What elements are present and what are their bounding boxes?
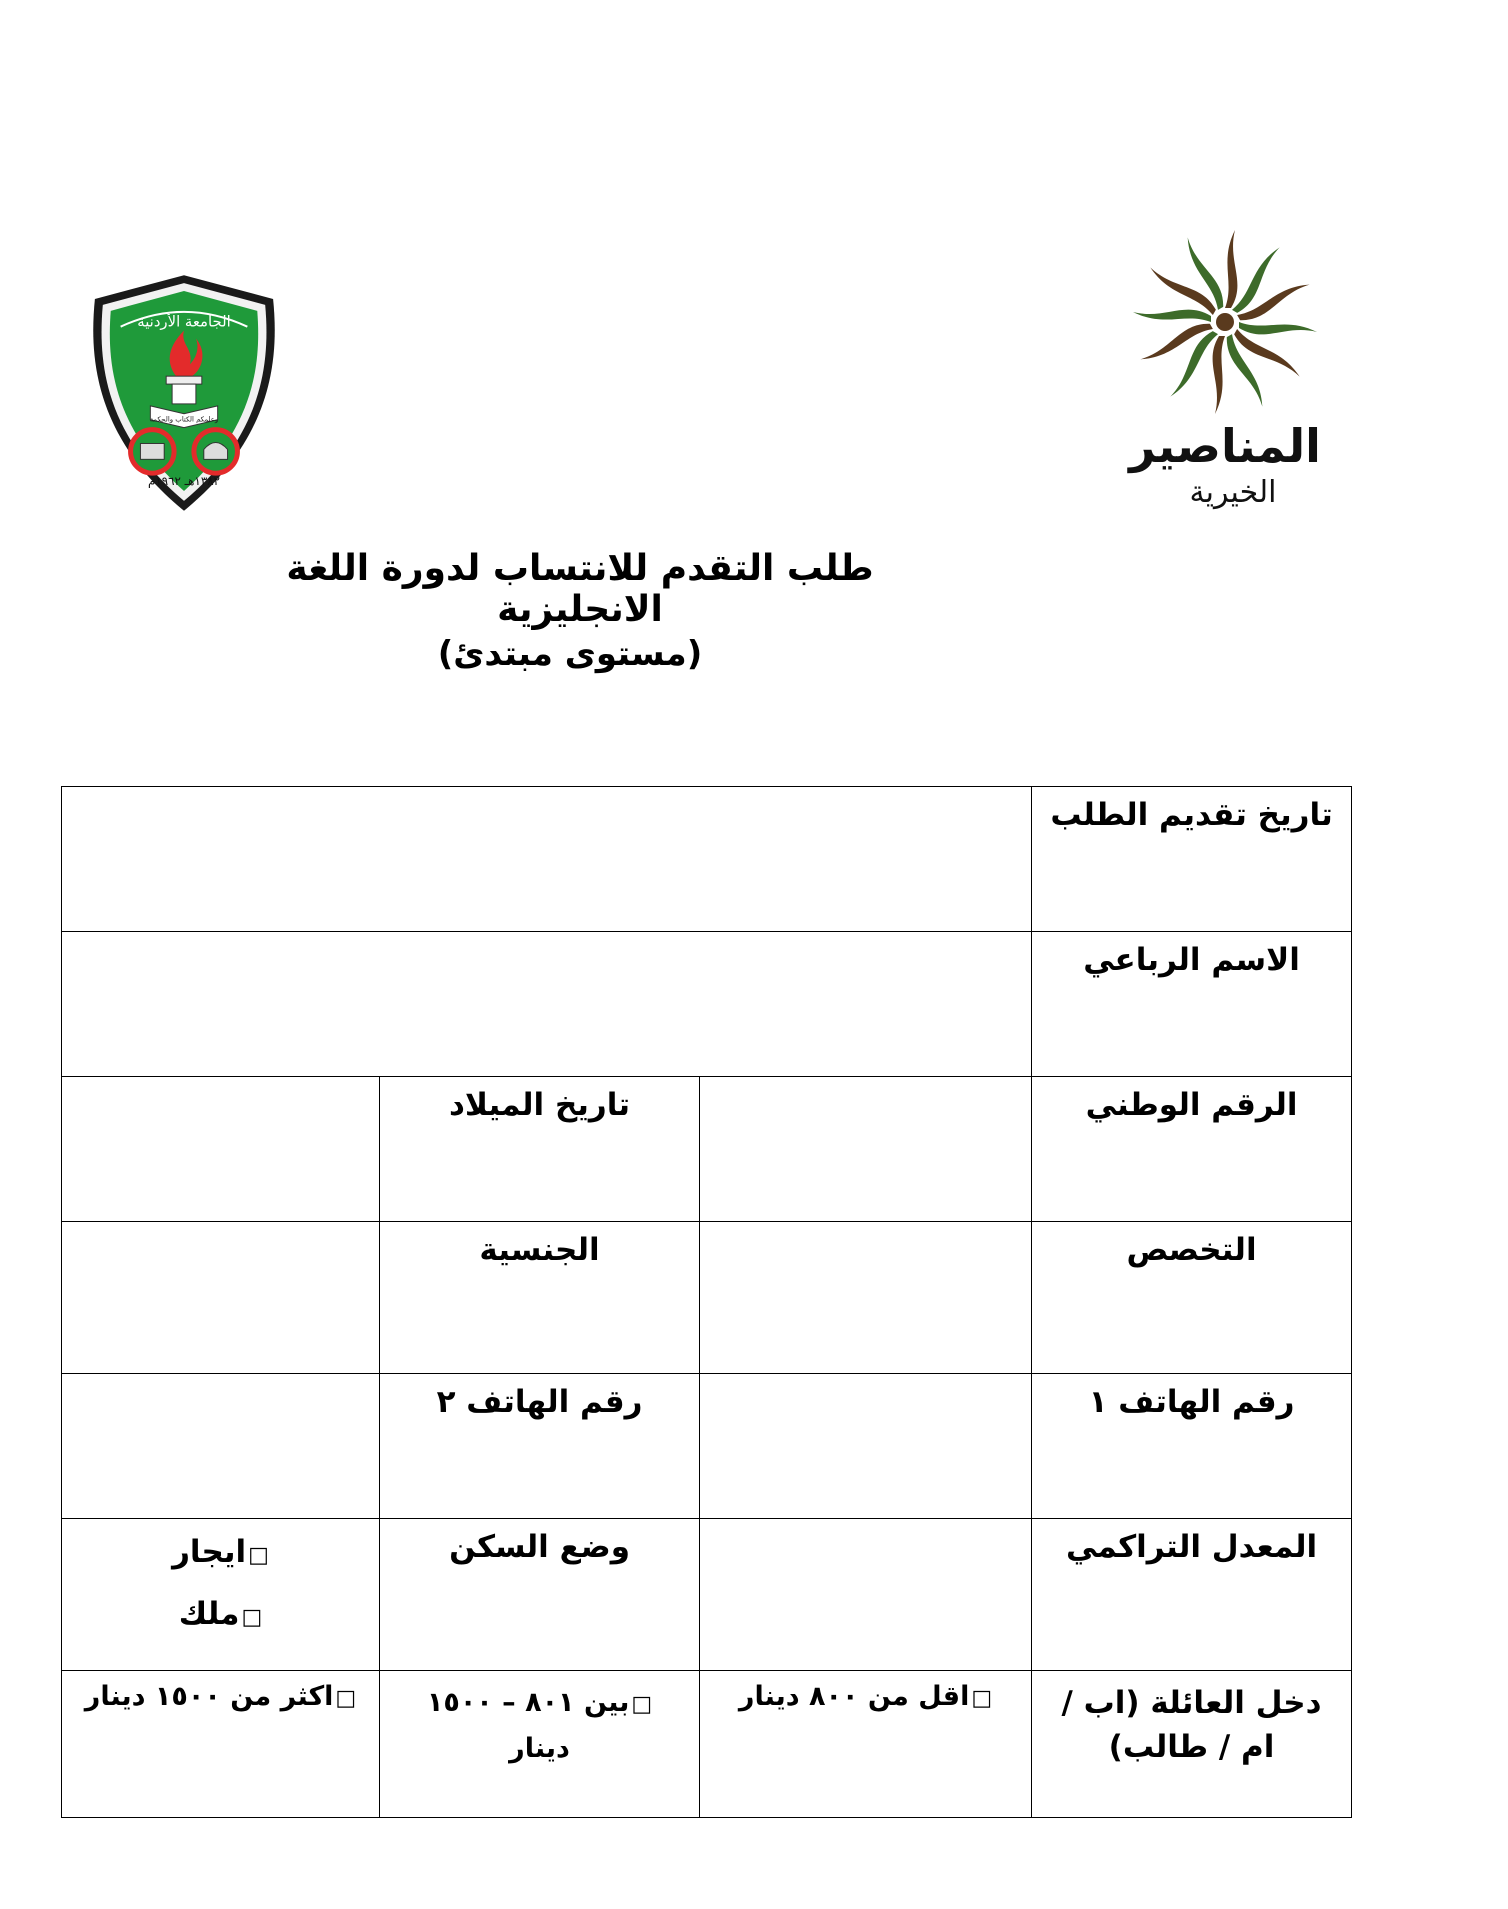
full-name-field[interactable] <box>62 932 1032 1077</box>
charity-name-text: المناصير <box>1129 419 1321 473</box>
form-title: طلب التقدم للانتساب لدورة اللغة الانجليزية <box>286 548 874 630</box>
application-date-field[interactable] <box>62 787 1032 932</box>
phone1-field[interactable] <box>700 1374 1032 1519</box>
birth-date-label: تاريخ الميلاد <box>380 1077 700 1222</box>
nationality-label: الجنسية <box>380 1222 700 1374</box>
phone2-label: رقم الهاتف ٢ <box>380 1374 700 1519</box>
income-option-mid[interactable]: □بين ٨٠١ – ١٥٠٠ دينار <box>380 1671 700 1818</box>
table-row <box>62 1374 1352 1519</box>
income-option-high[interactable]: □اكثر من ١٥٠٠ دينار <box>62 1671 380 1818</box>
national-id-label: الرقم الوطني <box>1032 1077 1352 1222</box>
birth-date-field[interactable] <box>62 1077 380 1222</box>
housing-option-owned[interactable]: □ملك <box>178 1596 263 1632</box>
checkbox-icon[interactable]: □ <box>631 1692 653 1717</box>
housing-label: وضع السكن <box>380 1519 700 1671</box>
al-manaseer-charity-logo <box>1125 222 1325 512</box>
table-row <box>62 1077 1352 1222</box>
table-row <box>62 1519 1352 1671</box>
university-name-text: الجامعة الأردنية <box>137 312 231 331</box>
full-name-label: الاسم الرباعي <box>1032 932 1352 1077</box>
phone1-label: رقم الهاتف ١ <box>1032 1374 1352 1519</box>
gpa-label: المعدل التراكمي <box>1032 1519 1352 1671</box>
nationality-field[interactable] <box>62 1222 380 1374</box>
checkbox-icon[interactable]: □ <box>971 1686 993 1711</box>
university-of-jordan-logo <box>85 268 283 518</box>
founding-year-text: ١٣٨٢هـ ١٩٦٢م <box>148 474 220 489</box>
gpa-field[interactable] <box>700 1519 1032 1671</box>
table-row <box>62 1222 1352 1374</box>
national-id-field[interactable] <box>700 1077 1032 1222</box>
income-option-low[interactable]: □اقل من ٨٠٠ دينار <box>700 1671 1032 1818</box>
checkbox-icon[interactable]: □ <box>248 1543 269 1568</box>
application-date-label: تاريخ تقديم الطلب <box>1032 787 1352 932</box>
checkbox-icon[interactable]: □ <box>241 1605 263 1630</box>
table-row <box>62 932 1352 1077</box>
checkbox-icon[interactable]: □ <box>335 1686 357 1711</box>
form-subtitle: (مستوى مبتدئ) <box>437 634 703 674</box>
application-form-table <box>61 786 1352 1818</box>
housing-option-rent[interactable]: □ايجار <box>172 1534 269 1570</box>
phone2-field[interactable] <box>62 1374 380 1519</box>
major-field[interactable] <box>700 1222 1032 1374</box>
family-income-label: دخل العائلة (اب / ام / طالب) <box>1032 1671 1352 1818</box>
table-row <box>62 1671 1352 1818</box>
motto-text: وعلمكم الكتاب والحكمة <box>149 415 219 424</box>
major-label: التخصص <box>1032 1222 1352 1374</box>
housing-options <box>62 1519 380 1671</box>
table-row <box>62 787 1352 932</box>
charity-subtitle-text: الخيرية <box>1189 475 1277 510</box>
